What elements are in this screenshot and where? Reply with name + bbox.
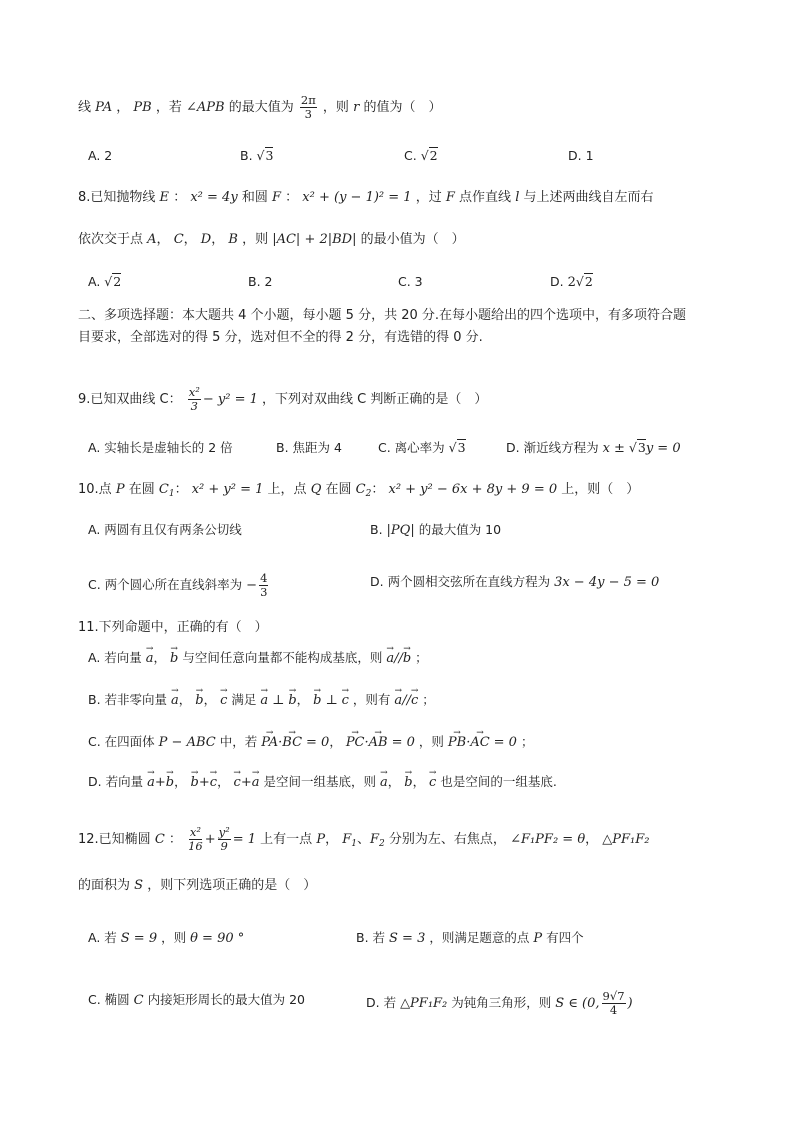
q10-option-b: B. |PQ| 的最大值为 10	[370, 522, 502, 538]
q7-option-a: A. 2	[88, 148, 113, 163]
q9-option-d: D. 渐近线方程为 x ± √3y = 0	[506, 440, 681, 456]
q10-option-d: D. 两个圆相交弦所在直线方程为 3x − 4y − 5 = 0	[370, 574, 660, 590]
section2-line2: 目要求，全部选对的得 5 分，选对但不全的得 2 分，有选错的得 0 分.	[78, 330, 483, 345]
q7-pa: PA	[95, 100, 113, 115]
q8-stem-line2: 依次交于点 A， C， D， B ，则 |AC| + 2|BD| 的最小值为（ ）	[78, 232, 465, 247]
q8-option-b: B. 2	[248, 274, 273, 289]
q8-option-d: D. 2√2	[550, 274, 593, 290]
q7-angle: ∠APB	[186, 100, 225, 115]
q11-option-d: D. 若向量 → a+→ b， → b+→ c， → c+→ a 是空间一组基底，则 → a， → b， → c 也是空间的一组基底.	[88, 772, 557, 793]
q11-option-a: A. 若向量 → a， → b 与空间任意向量都不能构成基底，则 → a//→ b ；	[88, 648, 428, 669]
q7-pb: PB	[133, 100, 152, 115]
q7-text-a: 线	[78, 100, 92, 115]
q11-option-c: C. 在四面体 P − ABC 中，若 → PA·→ BC = 0， → PC·→ AB = 0 ，则 → PB·→ AC = 0 ；	[88, 732, 533, 753]
q7-stem-line	[78, 94, 441, 121]
q9-option-b: B. 焦距为 4	[276, 440, 342, 455]
q9-fraction: $\frac{\text{x²}}{3}$	[188, 385, 200, 413]
q10-stem: 10.点 P 在圆 $C_1$： x² + y² = 1 上，点 Q 在圆 $C_2$： x² + y² − 6x + 8y + 9 = 0 上，则（ ）	[78, 482, 640, 499]
q12-stem-line1: 12.已知椭圆 C ： $\frac{\text{x²}}{16}$ + $\frac{\text{y²}}{9}$ = 1 上有一点 P， $F_1$、$F_2$ 分别为左、右焦点， ∠F₁PF₂ = θ， △PF₁F₂	[78, 825, 650, 853]
q12-stem-line2: 的面积为 S ，则下列选项正确的是（ ）	[78, 878, 317, 893]
q12-option-c: C. 椭圆 C 内接矩形周长的最大值为 20	[88, 992, 305, 1008]
q11-stem: 11.下列命题中，正确的有（ ）	[78, 620, 268, 635]
q7-r: r	[353, 100, 360, 115]
q8-stem-line1: 8.已知抛物线 E ： x² = 4y 和圆 F ： x² + (y − 1)² = 1 ，过 F 点作直线 l 与上述两曲线自左而右	[78, 190, 654, 205]
section2-line1: 二、多项选择题：本大题共 4 个小题，每小题 5 分，共 20 分.在每小题给出的四个选项中，有多项符合题	[78, 308, 687, 323]
q7-comma: ，	[116, 100, 130, 115]
q7-fraction: $\frac{2\pi}{3}$	[300, 93, 316, 121]
q10-option-a: A. 两圆有且仅有两条公切线	[88, 522, 242, 537]
q9-stem: 9.已知双曲线 C： $\frac{\text{x²}}{3}$ − y² = 1 ，下列对双曲线 C 判断正确的是（ ）	[78, 385, 488, 413]
q11-option-b: B. 若非零向量 → a， → b， → c 满足 → a ⊥ → b， → b ⊥ → c ，则有 → a//→ c ；	[88, 690, 435, 711]
q7-ze: ，则	[322, 100, 349, 115]
q7-option-c: C. √2	[404, 148, 438, 163]
q12-option-d: D. 若 △PF₁F₂ 为钝角三角形，则 S ∈ (0, $\frac{9√7}{4}$ )	[366, 989, 633, 1017]
q12-option-a: A. 若 S = 9 ，则 θ = 90 °	[88, 930, 245, 946]
q8-option-a: A. √2	[88, 274, 122, 289]
q7-option-d: D. 1	[568, 148, 594, 163]
q7-max-text: 的最大值为	[228, 100, 294, 115]
q7-ruo: ，若	[155, 100, 182, 115]
q7-option-b: B. √3	[240, 148, 274, 163]
q10-option-c: C. 两个圆心所在直线斜率为 − $\frac{4}{3}$	[88, 571, 268, 599]
q9-option-c: C. 离心率为 √3	[378, 440, 466, 455]
q7-value-text: 的值为（ ）	[363, 100, 442, 115]
q12-option-b: B. 若 S = 3 ，则满足题意的点 P 有四个	[356, 930, 584, 946]
q9-option-a: A. 实轴长是虚轴长的 2 倍	[88, 440, 233, 455]
q8-option-c: C. 3	[398, 274, 423, 289]
